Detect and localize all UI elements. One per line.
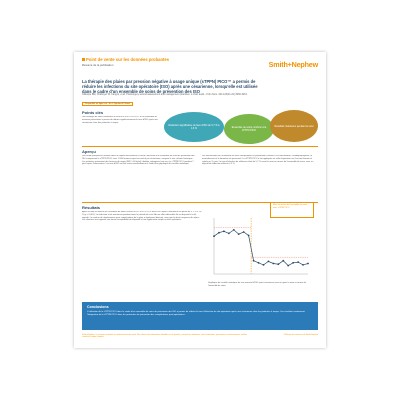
points-title: Points clés <box>82 110 104 115</box>
conclusions-panel <box>82 302 318 330</box>
data-point <box>297 261 299 263</box>
data-point <box>307 263 309 265</box>
data-point <box>277 263 279 265</box>
points-text: Une stratégie de soins combinant le recours à la sTPPN PICO et un ensemble de mesures préventives a permis de réduire significativement le taux d'ISO après une césarienne chez des patientes à risque. <box>82 116 158 124</box>
results-text: Après la mise en œuvre de l'ensemble de soins incluant la sTPPN PICO, le taux d'ISO après césarienne est passé de 5,7 % à 1,6 % (p < 0,001). La réduction a été maintenue pendant toute la période de suivi. Aucun effet indésirable lié au dispositif n'a été signalé. Le nombre de réadmissions pour complications de la plaie a également diminué, ainsi que la durée moyenne de séjour. Les cliniciens ont rapporté une bonne acceptabilité du dispositif et une application simple au bloc opératoire. <box>82 211 202 222</box>
page-title: La thérapie des plaies par pression négative à usage unique (sTPPN) PICO™ a permis de réduire les infections du site opératoire (ISO) après une césarienne, lorsqu'elle est utilisée dans le cadre d'un ensemble de soins de prévention des ISO <box>82 79 258 95</box>
bubble-2: Ensemble de soins combiné à la sTPPN PICO <box>224 114 274 144</box>
tagline-text: Point de vente sur les données probantes <box>86 57 170 62</box>
data-point <box>238 233 240 235</box>
brand-logo: Smith+Nephew <box>268 60 318 69</box>
data-point <box>233 229 235 231</box>
data-point <box>223 230 225 232</box>
data-point <box>248 235 250 237</box>
spc-chart <box>208 214 312 280</box>
data-point <box>268 261 270 263</box>
summary-sheet <box>74 52 326 348</box>
data-point <box>228 233 230 235</box>
header <box>82 57 318 77</box>
data-point <box>243 231 245 233</box>
chart-callout: Mise en œuvre de l'ensemble de soins avec sTPPN PICO <box>270 202 314 218</box>
data-point <box>282 260 284 262</box>
bullet-icon <box>82 58 85 61</box>
data-point <box>302 264 304 266</box>
data-point <box>272 263 274 265</box>
bubble-3: Résultats maintenus pendant le suivi <box>270 110 318 142</box>
data-point <box>218 232 220 234</box>
footer-disclaimer: Smith+Nephew. Ce résumé est destiné aux professionnels de santé. Pour obtenir des informations détaillées sur le produit, y compris les indications, contre-indications, précautions et avertissements, veuillez consulter le mode d'emploi. <box>82 334 247 339</box>
doi-badge[interactable]: Disponible en ligne sur : Int J Gynaecol Obstet <box>82 102 133 106</box>
bubble-1: Réduction significative du taux d'ISO de 5,7 % à 1,6 % <box>164 112 224 142</box>
data-point <box>263 264 265 266</box>
series-line <box>214 230 308 266</box>
conclusions-text: L'utilisation de la sTPPN PICO dans le cadre d'un ensemble de soins de prévention des ISO a permis de réduire le taux d'infection du site opératoire après une césarienne chez les patientes à risque. Ces résultats soutiennent l'intégration de la sTPPN PICO dans les protocoles de prévention des complications post-opératoires. <box>87 311 305 316</box>
footer <box>82 334 318 346</box>
approach-title: Aperçu <box>82 149 96 154</box>
approach-right: Les interventions de l'ensemble de soins comprenaient la préparation cutanée à la chlorhexidine, l'antibioprophylaxie, la normothermie et la formation du personnel. La sTPPN PICO a été appliquée en salle d'opération sur l'incision fermée et retirée au 7e jour. Le taux d'infection de référence était de 5,7 % avant la mise en œuvre de l'ensemble de soins, avec un objectif de réduction inférieur à 2 %. <box>202 155 314 166</box>
data-point <box>287 265 289 267</box>
data-point <box>258 262 260 264</box>
chart-caption: Graphique de contrôle statistique du taux mensuel d'ISO après césarienne avant et après la mise en œuvre de l'ensemble de soins. <box>208 282 306 287</box>
tagline <box>82 57 169 62</box>
data-point <box>292 262 294 264</box>
footer-trademark: ™Marque de commerce de Smith+Nephew <box>283 334 318 336</box>
results-title: Résultats <box>82 205 101 210</box>
approach-left: Une étude prospective réalisée dans un hôpital universitaire a évalué l'efficacité d'un ensemble de soins de prévention des ISO comprenant la sTPPN PICO chez 1 090 femmes ayant accouché par césarienne, comparé à une cohorte historique. Les patientes présentant des facteurs de risque (IMC ≥ 30 kg/m², diabète, tabagisme) ont reçu la sTPPN PICO pendant 7 jours après l'intervention. Les taux d'ISO ont été suivis mensuellement à l'aide d'un graphique de contrôle statistique. <box>82 155 195 166</box>
divider <box>82 146 318 147</box>
data-point <box>253 260 255 262</box>
subtag: Résumé de la publication <box>82 63 114 67</box>
authors: Gillespie BM, Chaboyer W, Kang E, et al. Postsurgery wound assessment and management practices: a chart audit. J Clin Nurs. 2014;23(21-22):3250-3261. <box>82 93 248 96</box>
data-point <box>213 235 215 237</box>
conclusions-title: Conclusions <box>87 305 109 309</box>
